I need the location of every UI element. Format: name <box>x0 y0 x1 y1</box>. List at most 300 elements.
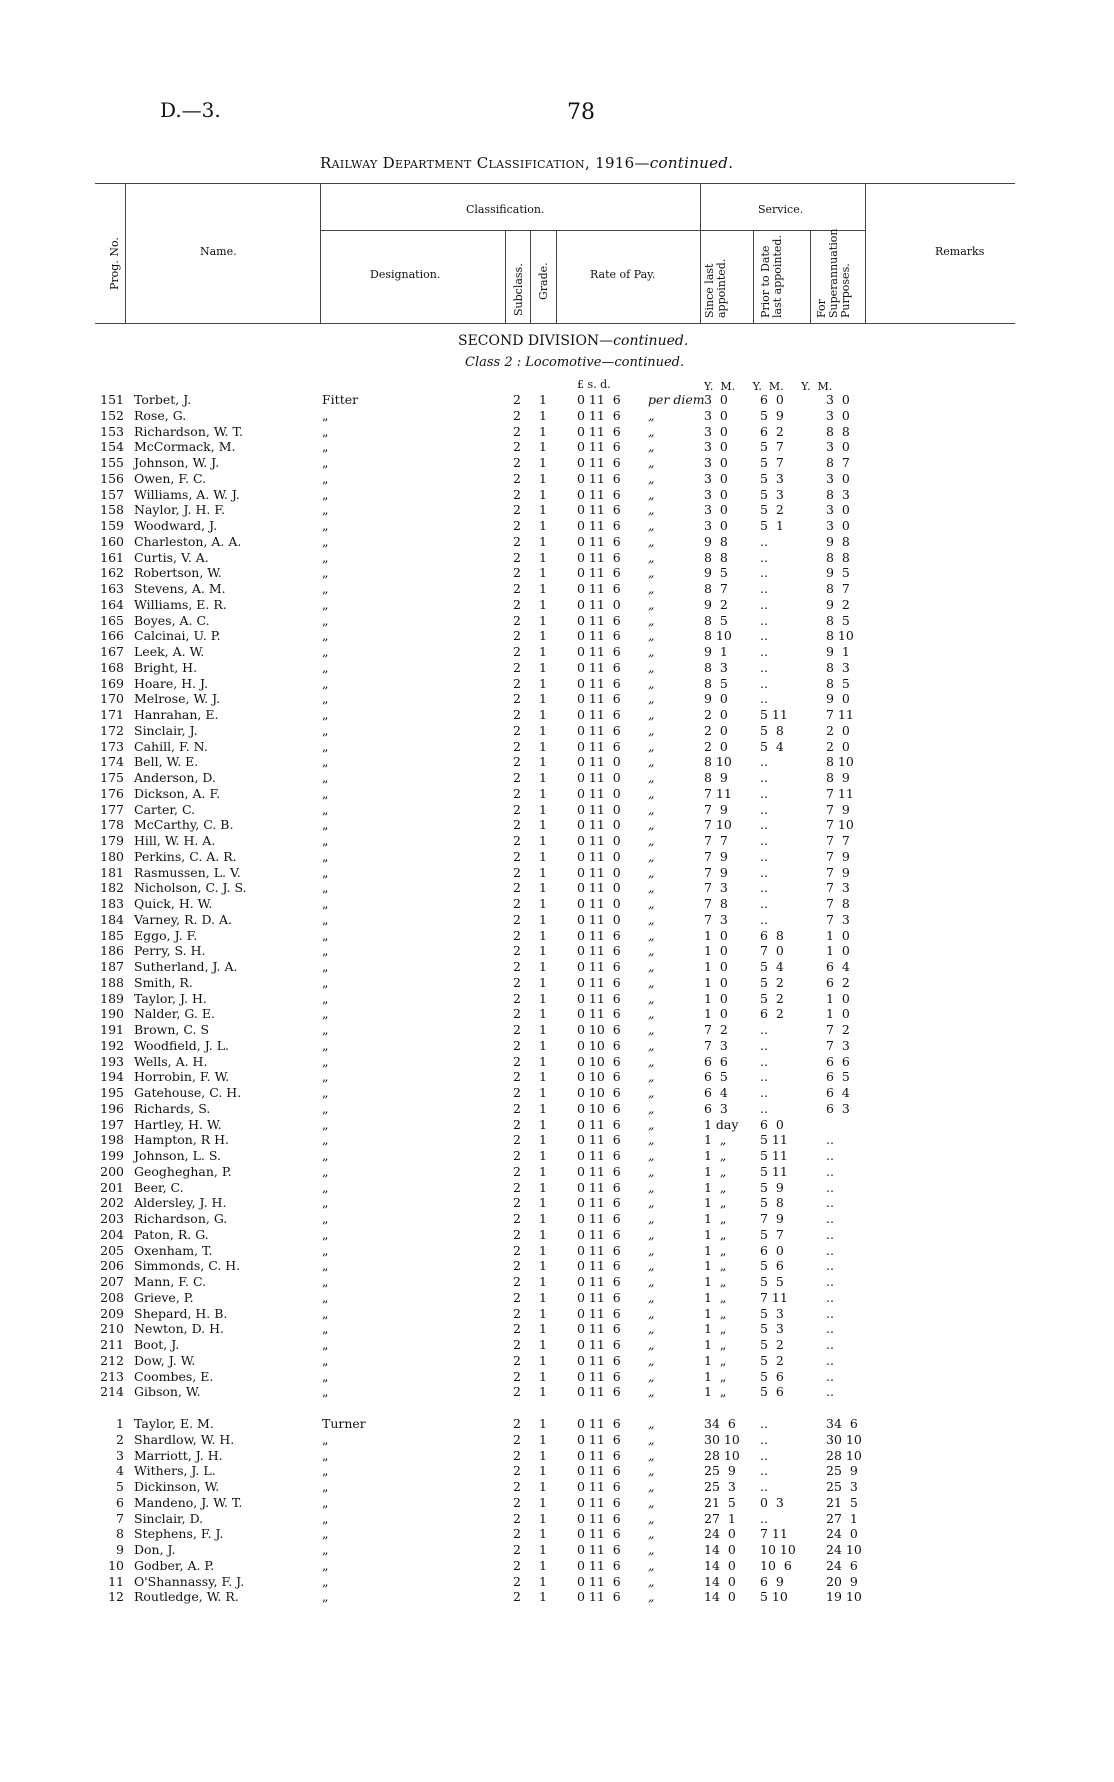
service-superannuation: 7 3 <box>826 1037 850 1053</box>
service-prior: 5 6 <box>760 1384 784 1400</box>
service-superannuation: .. <box>826 1242 834 1258</box>
service-since-last: 1 0 <box>704 943 728 959</box>
rate-of-pay: 0 11 6 <box>577 1305 621 1321</box>
designation: „ <box>322 1006 329 1022</box>
rate-of-pay: 0 11 0 <box>577 896 621 911</box>
grade: 1 <box>539 707 547 722</box>
designation: „ <box>322 1258 329 1274</box>
pay-period: „ <box>648 1479 655 1494</box>
service-since-last: 9 2 <box>704 596 728 612</box>
prog-no: 166 <box>100 628 124 644</box>
service-prior: 5 11 <box>760 1148 788 1163</box>
grade: 1 <box>539 659 547 675</box>
rate-of-pay: 0 11 6 <box>577 974 621 990</box>
service-prior: .. <box>760 596 768 612</box>
employee-name: Curtis, V. A. <box>134 549 209 565</box>
prog-no: 181 <box>100 864 124 880</box>
rate-of-pay: 0 11 6 <box>577 1416 621 1431</box>
service-superannuation: 7 7 <box>826 833 850 848</box>
rate-of-pay: 0 11 6 <box>577 407 621 423</box>
grade: 1 <box>539 848 547 864</box>
designation: „ <box>322 1305 329 1321</box>
service-superannuation: 8 10 <box>826 754 854 770</box>
service-prior: .. <box>760 785 768 801</box>
employee-name: Marriott, J. H. <box>134 1447 223 1463</box>
rate-of-pay: 0 11 6 <box>577 439 621 455</box>
rate-of-pay: 0 11 6 <box>577 1132 621 1148</box>
service-since-last: 1 „ <box>704 1211 727 1226</box>
rate-of-pay: 0 11 6 <box>577 644 621 659</box>
service-since-last: 8 5 <box>704 675 728 691</box>
rate-of-pay: 0 11 6 <box>577 927 621 943</box>
service-prior: .. <box>760 691 768 707</box>
service-prior: 5 7 <box>760 455 784 470</box>
service-superannuation: 1 0 <box>826 943 850 959</box>
pay-period: „ <box>648 439 655 455</box>
prog-no: 155 <box>100 455 124 470</box>
service-prior: .. <box>760 1431 768 1447</box>
subclass: 2 <box>513 1242 521 1258</box>
employee-name: Dickson, A. F. <box>134 785 221 801</box>
subclass: 2 <box>513 1289 521 1305</box>
prog-no: 212 <box>100 1352 124 1368</box>
employee-name: Oxenham, T. <box>134 1242 213 1258</box>
rate-of-pay: 0 11 0 <box>577 864 621 880</box>
service-superannuation: .. <box>826 1352 834 1368</box>
subclass: 2 <box>513 1352 521 1368</box>
service-since-last: 8 3 <box>704 659 728 675</box>
pay-period: „ <box>648 927 655 943</box>
grade: 1 <box>539 943 547 959</box>
subclass: 2 <box>513 1116 521 1132</box>
service-since-last: 1 „ <box>704 1368 727 1384</box>
grade: 1 <box>539 502 547 518</box>
service-superannuation: 1 0 <box>826 1006 850 1022</box>
prog-no: 192 <box>100 1037 124 1053</box>
rate-of-pay: 0 11 6 <box>577 1148 621 1163</box>
service-superannuation: 7 10 <box>826 817 854 833</box>
prog-no: 182 <box>100 880 124 896</box>
pay-period: „ <box>648 770 655 785</box>
designation: „ <box>322 502 329 518</box>
grade: 1 <box>539 1274 547 1289</box>
prog-no: 194 <box>100 1069 124 1085</box>
rate-of-pay: 0 11 0 <box>577 880 621 896</box>
subclass: 2 <box>513 738 521 754</box>
service-since-last: 3 0 <box>704 502 728 518</box>
designation: „ <box>322 1148 329 1163</box>
prog-no: 9 <box>116 1542 124 1557</box>
service-superannuation: 1 0 <box>826 927 850 943</box>
grade: 1 <box>539 1053 547 1069</box>
prog-no: 210 <box>100 1321 124 1337</box>
service-prior: 6 9 <box>760 1573 784 1589</box>
grade: 1 <box>539 927 547 943</box>
service-since-last: 21 5 <box>704 1494 736 1510</box>
grade: 1 <box>539 1510 547 1526</box>
service-prior: .. <box>760 628 768 644</box>
service-superannuation: .. <box>826 1226 834 1242</box>
employee-name: Eggo, J. F. <box>134 927 198 943</box>
designation: „ <box>322 407 329 423</box>
service-since-last: 7 2 <box>704 1022 728 1037</box>
designation: „ <box>322 817 329 833</box>
employee-name: Geogheghan, P. <box>134 1163 232 1179</box>
service-since-last: 7 11 <box>704 785 732 801</box>
service-superannuation: 8 3 <box>826 659 850 675</box>
service-superannuation: .. <box>826 1321 834 1337</box>
employee-name: Paton, R. G. <box>134 1226 209 1242</box>
grade: 1 <box>539 1589 547 1605</box>
employee-name: Withers, J. L. <box>134 1463 216 1479</box>
service-since-last: 25 9 <box>704 1463 736 1479</box>
employee-name: Richardson, W. T. <box>134 423 243 439</box>
service-since-last: 1 „ <box>704 1305 727 1321</box>
prog-no: 177 <box>100 801 124 817</box>
employee-name: Charleston, A. A. <box>134 533 242 549</box>
document-reference: D.—3. <box>160 98 221 122</box>
pay-period: „ <box>648 848 655 864</box>
employee-name: Mann, F. C. <box>134 1274 207 1289</box>
service-prior: 5 7 <box>760 1226 784 1242</box>
service-prior: 5 2 <box>760 1352 784 1368</box>
service-since-last: 3 0 <box>704 470 728 486</box>
service-superannuation: 7 11 <box>826 785 854 801</box>
subclass: 2 <box>513 1037 521 1053</box>
designation: „ <box>322 1289 329 1305</box>
page-number: 78 <box>567 100 595 125</box>
prog-no: 7 <box>116 1510 124 1526</box>
grade: 1 <box>539 533 547 549</box>
service-superannuation: 3 0 <box>826 439 850 455</box>
subclass: 2 <box>513 565 521 581</box>
prog-no: 197 <box>100 1116 124 1132</box>
designation: „ <box>322 675 329 691</box>
prog-no: 214 <box>100 1384 124 1400</box>
section-heading <box>458 333 688 349</box>
rate-of-pay: 0 11 0 <box>577 754 621 770</box>
service-prior: 5 8 <box>760 722 784 738</box>
prog-no: 207 <box>100 1274 124 1289</box>
service-since-last: 14 0 <box>704 1542 736 1557</box>
pay-period: „ <box>648 738 655 754</box>
service-superannuation: 7 3 <box>826 880 850 896</box>
service-superannuation: 9 1 <box>826 644 850 659</box>
service-prior: 5 10 <box>760 1589 788 1605</box>
service-prior: 5 8 <box>760 1195 784 1211</box>
designation: „ <box>322 833 329 848</box>
service-prior: 10 6 <box>760 1557 792 1573</box>
employee-name: Simmonds, C. H. <box>134 1258 241 1274</box>
service-since-last: 1 0 <box>704 927 728 943</box>
service-prior: .. <box>760 880 768 896</box>
subclass: 2 <box>513 1463 521 1479</box>
designation: „ <box>322 1573 329 1589</box>
service-prior: .. <box>760 659 768 675</box>
prog-no: 185 <box>100 927 124 943</box>
designation: „ <box>322 722 329 738</box>
service-superannuation: 8 3 <box>826 486 850 502</box>
pay-period: „ <box>648 1085 655 1100</box>
employee-name: Rasmussen, L. V. <box>134 864 241 880</box>
grade: 1 <box>539 470 547 486</box>
subclass: 2 <box>513 502 521 518</box>
pay-period: „ <box>648 990 655 1006</box>
service-since-last: 6 6 <box>704 1053 728 1069</box>
service-superannuation: 25 9 <box>826 1463 858 1479</box>
subclass: 2 <box>513 896 521 911</box>
service-since-last: 7 3 <box>704 880 728 896</box>
service-since-last: 1 „ <box>704 1337 727 1352</box>
rate-of-pay: 0 10 6 <box>577 1069 621 1085</box>
service-since-last: 8 9 <box>704 770 728 785</box>
prog-no: 213 <box>100 1368 124 1384</box>
rate-of-pay: 0 11 6 <box>577 1384 621 1400</box>
pay-period: „ <box>648 1006 655 1022</box>
employee-name: Boot, J. <box>134 1337 180 1352</box>
service-superannuation: 7 9 <box>826 864 850 880</box>
employee-name: Taylor, J. H. <box>134 990 207 1006</box>
service-superannuation: 8 5 <box>826 675 850 691</box>
rate-of-pay: 0 11 6 <box>577 502 621 518</box>
grade: 1 <box>539 1479 547 1494</box>
rate-of-pay: 0 11 6 <box>577 659 621 675</box>
designation: „ <box>322 785 329 801</box>
prog-no: 202 <box>100 1195 124 1211</box>
service-prior: 5 5 <box>760 1274 784 1289</box>
employee-name: Johnson, L. S. <box>134 1148 221 1163</box>
service-since-last: 1 0 <box>704 1006 728 1022</box>
rate-of-pay: 0 11 6 <box>577 1179 621 1195</box>
pay-period: „ <box>648 1100 655 1116</box>
service-prior: 5 3 <box>760 470 784 486</box>
pay-period: „ <box>648 1179 655 1195</box>
header-rate-of-pay: Rate of Pay. <box>590 268 656 281</box>
prog-no: 174 <box>100 754 124 770</box>
service-since-last: 7 3 <box>704 1037 728 1053</box>
service-superannuation: 30 10 <box>826 1431 862 1447</box>
grade: 1 <box>539 1431 547 1447</box>
subclass: 2 <box>513 1431 521 1447</box>
rate-of-pay: 0 11 6 <box>577 707 621 722</box>
service-since-last: 1 „ <box>704 1384 727 1400</box>
rate-of-pay: 0 11 6 <box>577 1368 621 1384</box>
service-superannuation: 3 0 <box>826 502 850 518</box>
employee-name: Bright, H. <box>134 659 198 675</box>
pay-period: „ <box>648 1022 655 1037</box>
rate-of-pay: 0 11 6 <box>577 1431 621 1447</box>
subclass: 2 <box>513 1085 521 1100</box>
service-prior: .. <box>760 675 768 691</box>
grade: 1 <box>539 817 547 833</box>
service-superannuation: 3 0 <box>826 470 850 486</box>
subclass: 2 <box>513 770 521 785</box>
pay-period: „ <box>648 754 655 770</box>
rate-of-pay: 0 11 0 <box>577 770 621 785</box>
designation: „ <box>322 911 329 927</box>
service-prior: 5 6 <box>760 1258 784 1274</box>
rate-of-pay: 0 11 6 <box>577 1163 621 1179</box>
service-prior: .. <box>760 581 768 596</box>
service-prior: .. <box>760 1479 768 1494</box>
grade: 1 <box>539 644 547 659</box>
service-superannuation: 7 8 <box>826 896 850 911</box>
prog-no: 169 <box>100 675 124 691</box>
grade: 1 <box>539 1258 547 1274</box>
service-superannuation: 8 8 <box>826 423 850 439</box>
pay-period: „ <box>648 1037 655 1053</box>
employee-name: Nicholson, C. J. S. <box>134 880 247 896</box>
subclass: 2 <box>513 785 521 801</box>
pay-period: „ <box>648 1368 655 1384</box>
pay-period: „ <box>648 675 655 691</box>
rate-of-pay: 0 11 6 <box>577 722 621 738</box>
header-service: Service. <box>758 203 804 216</box>
prog-no: 208 <box>100 1289 124 1305</box>
designation: „ <box>322 864 329 880</box>
designation: „ <box>322 1242 329 1258</box>
grade: 1 <box>539 833 547 848</box>
designation: „ <box>322 659 329 675</box>
subclass: 2 <box>513 1258 521 1274</box>
service-prior: .. <box>760 754 768 770</box>
employee-name: Smith, R. <box>134 974 193 990</box>
rate-of-pay: 0 11 6 <box>577 1274 621 1289</box>
rate-of-pay: 0 11 6 <box>577 1116 621 1132</box>
designation: „ <box>322 1053 329 1069</box>
header-remarks: Remarks <box>935 245 985 258</box>
employee-name: Shardlow, W. H. <box>134 1431 235 1447</box>
designation: „ <box>322 1557 329 1573</box>
designation: „ <box>322 1431 329 1447</box>
service-since-last: 1 „ <box>704 1274 727 1289</box>
prog-no: 2 <box>116 1431 124 1447</box>
designation: „ <box>322 1037 329 1053</box>
pay-period: „ <box>648 707 655 722</box>
pay-period: per diem <box>648 392 705 407</box>
rate-of-pay: 0 11 6 <box>577 1006 621 1022</box>
prog-no: 198 <box>100 1132 124 1148</box>
grade: 1 <box>539 549 547 565</box>
service-since-last: 1 „ <box>704 1226 727 1242</box>
service-since-last: 3 0 <box>704 486 728 502</box>
subclass: 2 <box>513 1148 521 1163</box>
service-prior: 5 1 <box>760 518 784 533</box>
service-superannuation: .. <box>826 1384 834 1400</box>
designation: „ <box>322 644 329 659</box>
employee-name: Robertson, W. <box>134 565 222 581</box>
grade: 1 <box>539 864 547 880</box>
service-since-last: 1 0 <box>704 974 728 990</box>
grade: 1 <box>539 1573 547 1589</box>
title-continued: continued. <box>649 154 734 172</box>
grade: 1 <box>539 675 547 691</box>
employee-name: Williams, A. W. J. <box>134 486 240 502</box>
rate-of-pay: 0 11 0 <box>577 848 621 864</box>
service-superannuation: 6 2 <box>826 974 850 990</box>
service-since-last: 1 „ <box>704 1179 727 1195</box>
service-since-last: 1 „ <box>704 1352 727 1368</box>
grade: 1 <box>539 1242 547 1258</box>
subclass: 2 <box>513 1510 521 1526</box>
service-since-last: 3 0 <box>704 439 728 455</box>
designation: „ <box>322 1321 329 1337</box>
grade: 1 <box>539 1179 547 1195</box>
prog-no: 156 <box>100 470 124 486</box>
employee-name: Beer, C. <box>134 1179 184 1195</box>
service-prior: .. <box>760 1510 768 1526</box>
designation: „ <box>322 1211 329 1226</box>
prog-no: 191 <box>100 1022 124 1037</box>
subclass: 2 <box>513 1526 521 1542</box>
subclass: 2 <box>513 691 521 707</box>
subclass: 2 <box>513 927 521 943</box>
designation: „ <box>322 896 329 911</box>
pay-period: „ <box>648 943 655 959</box>
pay-period: „ <box>648 1242 655 1258</box>
division-continued: continued. <box>613 333 689 349</box>
header-subclass: Subclass. <box>512 263 525 316</box>
rate-of-pay: 0 11 6 <box>577 1494 621 1510</box>
pay-period: „ <box>648 1447 655 1463</box>
rate-of-pay: 0 11 6 <box>577 1447 621 1463</box>
rate-of-pay: 0 11 6 <box>577 959 621 974</box>
employee-name: Hill, W. H. A. <box>134 833 216 848</box>
employee-name: Cahill, F. N. <box>134 738 208 754</box>
title-year: , 1916— <box>584 154 650 172</box>
employee-name: Richards, S. <box>134 1100 211 1116</box>
service-prior: .. <box>760 1447 768 1463</box>
designation: „ <box>322 1384 329 1400</box>
pay-period: „ <box>648 581 655 596</box>
prog-no: 3 <box>116 1447 124 1463</box>
service-since-last: 1 „ <box>704 1258 727 1274</box>
subclass: 2 <box>513 1195 521 1211</box>
prog-no: 152 <box>100 407 124 423</box>
designation: „ <box>322 1526 329 1542</box>
service-since-last: 1 „ <box>704 1195 727 1211</box>
designation: „ <box>322 455 329 470</box>
rate-of-pay: 0 11 6 <box>577 675 621 691</box>
service-prior: .. <box>760 1069 768 1085</box>
grade: 1 <box>539 1352 547 1368</box>
pay-period: „ <box>648 896 655 911</box>
service-superannuation: 1 0 <box>826 990 850 1006</box>
prog-no: 165 <box>100 612 124 628</box>
service-prior: 0 3 <box>760 1494 784 1510</box>
pay-period: „ <box>648 486 655 502</box>
pay-period: „ <box>648 628 655 644</box>
grade: 1 <box>539 1037 547 1053</box>
service-since-last: 1 0 <box>704 959 728 974</box>
employee-name: Taylor, E. M. <box>134 1416 214 1431</box>
pay-period: „ <box>648 959 655 974</box>
prog-no: 1 <box>116 1416 124 1431</box>
service-prior: .. <box>760 1416 768 1431</box>
designation: „ <box>322 581 329 596</box>
prog-no: 162 <box>100 565 124 581</box>
subclass: 2 <box>513 1557 521 1573</box>
designation: „ <box>322 518 329 533</box>
subclass: 2 <box>513 407 521 423</box>
service-since-last: 30 10 <box>704 1431 740 1447</box>
prog-no: 199 <box>100 1148 124 1163</box>
grade: 1 <box>539 1132 547 1148</box>
rate-of-pay: 0 11 6 <box>577 470 621 486</box>
service-superannuation: .. <box>826 1368 834 1384</box>
grade: 1 <box>539 581 547 596</box>
pay-period: „ <box>648 644 655 659</box>
